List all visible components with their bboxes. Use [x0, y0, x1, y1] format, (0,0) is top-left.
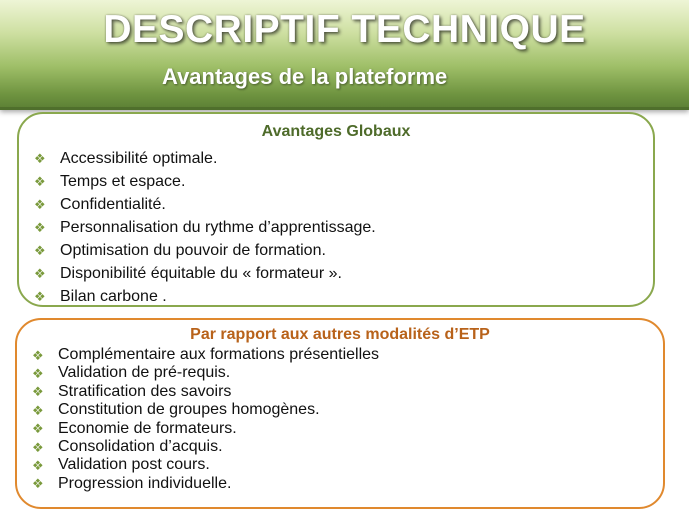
list-item-text: Accessibilité optimale. — [60, 150, 218, 167]
list-item — [34, 170, 376, 193]
list-item-text: Validation post cours. — [58, 456, 210, 474]
four-diamond-bullet-icon: ❖ — [34, 289, 46, 304]
four-diamond-bullet-icon: ❖ — [34, 151, 46, 166]
four-diamond-bullet-icon: ❖ — [32, 402, 44, 418]
four-diamond-bullet-icon: ❖ — [32, 476, 44, 492]
other-modalities-heading: Par rapport aux autres modalités d’ETP — [190, 326, 490, 343]
header-banner — [0, 0, 689, 110]
four-diamond-bullet-icon: ❖ — [34, 243, 46, 258]
list-item — [32, 364, 379, 382]
other-modalities-list — [32, 346, 379, 493]
four-diamond-bullet-icon: ❖ — [32, 421, 44, 437]
four-diamond-bullet-icon: ❖ — [34, 197, 46, 212]
four-diamond-bullet-icon: ❖ — [34, 174, 46, 189]
global-advantages-list — [34, 147, 376, 308]
list-item-text: Consolidation d’acquis. — [58, 437, 223, 455]
list-item — [34, 216, 376, 239]
list-item — [34, 285, 376, 308]
list-item — [32, 346, 379, 364]
list-item-text: Disponibilité équitable du « formateur ». — [60, 265, 342, 282]
list-item-text: Confidentialité. — [60, 196, 166, 213]
four-diamond-bullet-icon: ❖ — [32, 458, 44, 474]
list-item-text: Validation de pré-requis. — [58, 364, 231, 382]
list-item-text: Complémentaire aux formations présentielles — [58, 346, 380, 363]
list-item — [32, 401, 379, 419]
four-diamond-bullet-icon: ❖ — [32, 366, 44, 382]
list-item-text: Temps et espace. — [60, 173, 186, 190]
four-diamond-bullet-icon: ❖ — [34, 220, 46, 235]
global-advantages-heading: Avantages Globaux — [261, 123, 411, 140]
four-diamond-bullet-icon: ❖ — [32, 384, 44, 400]
page-subtitle: Avantages de la plateforme — [162, 64, 448, 89]
list-item — [34, 262, 376, 285]
list-item — [32, 383, 379, 401]
four-diamond-bullet-icon: ❖ — [34, 266, 46, 281]
list-item-text: Economie de formateurs. — [58, 419, 237, 437]
list-item — [32, 475, 379, 493]
four-diamond-bullet-icon: ❖ — [32, 439, 44, 455]
list-item-text: Optimisation du pouvoir de formation. — [60, 242, 326, 259]
list-item-text: Constitution de groupes homogènes. — [58, 401, 320, 419]
other-modalities-panel — [15, 318, 665, 509]
list-item-text: Progression individuelle. — [58, 474, 232, 492]
list-item — [32, 456, 379, 474]
four-diamond-bullet-icon: ❖ — [32, 347, 44, 363]
list-item — [34, 193, 376, 216]
list-item — [32, 438, 379, 456]
list-item — [34, 239, 376, 262]
list-item-text: Personnalisation du rythme d’apprentissage. — [60, 219, 376, 236]
list-item — [34, 147, 376, 170]
global-advantages-panel — [17, 112, 655, 307]
page-title: DESCRIPTIF TECHNIQUE — [103, 8, 586, 51]
list-item-text: Bilan carbone . — [60, 288, 167, 305]
list-item-text: Stratification des savoirs — [58, 382, 232, 400]
list-item — [32, 420, 379, 438]
